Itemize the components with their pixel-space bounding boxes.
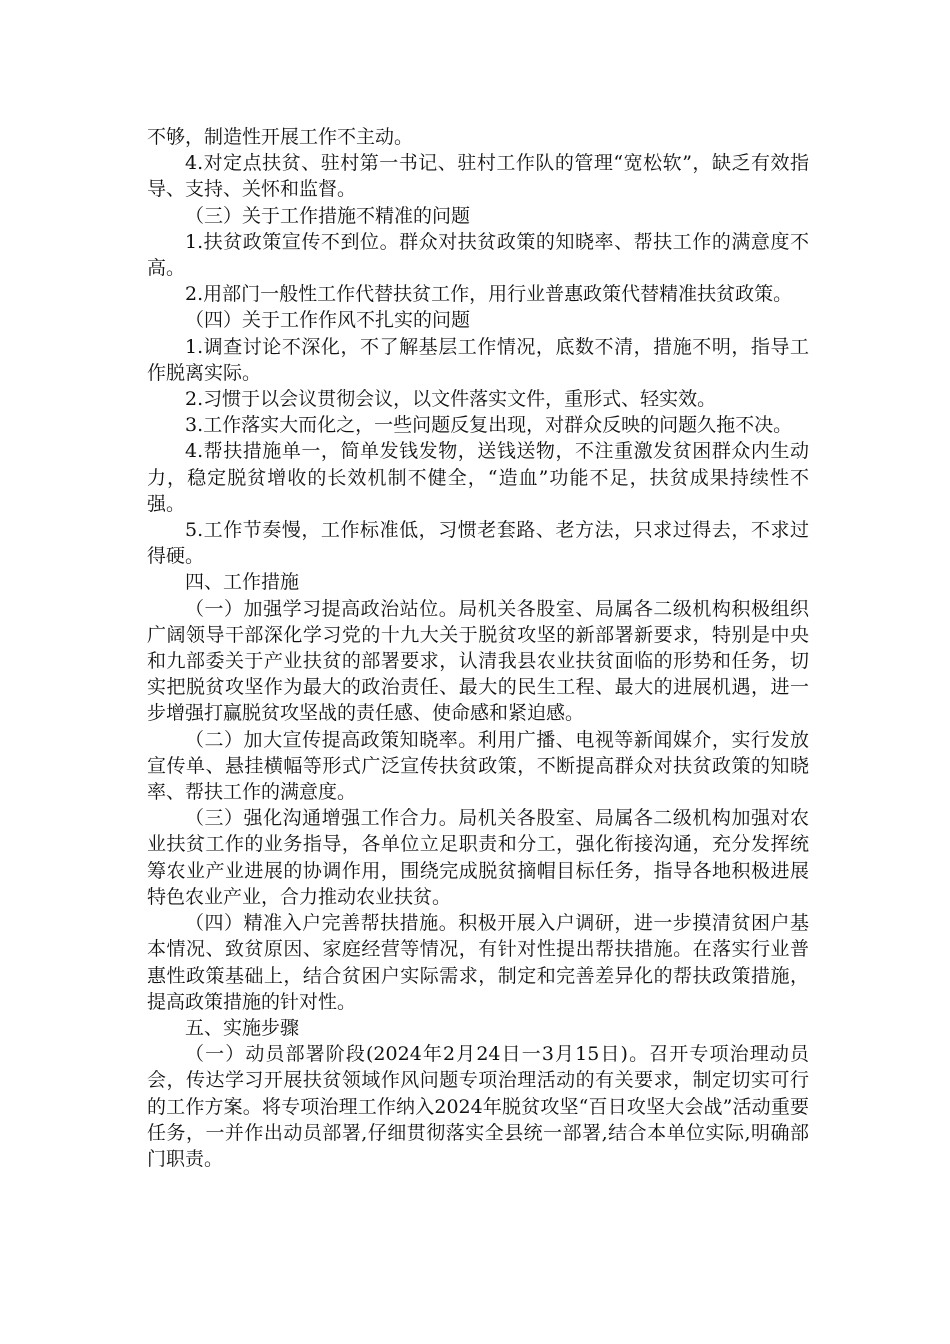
paragraph: 3.工作落实大而化之，一些问题反复出现，对群众反映的问题久拖不决。 — [185, 414, 793, 437]
paragraph: 1.调查讨论不深化，不了解基层工作情况，底数不清，措施不明，指导工作脱离实际。 — [147, 335, 809, 384]
paragraph: 4.对定点扶贫、驻村第一书记、驻村工作队的管理“宽松软”，缺乏有效指导、支持、关怀和监督。 — [147, 152, 809, 201]
paragraph: 1.扶贫政策宣传不到位。群众对扶贫政策的知晓率、帮扶工作的满意度不高。 — [147, 230, 809, 280]
section-heading: 五、实施步骤 — [185, 1016, 300, 1039]
paragraph: （一）动员部署阶段(2024年2月24日一3月15日)。召开专项治理动员会，传达学习开展扶贫领域作风问题专项治理活动的有关要求，制定切实可行的工作方案。将专项治理工作纳入2024年脱贫攻坚“百日攻坚大会战”活动重要任务，一并作出动员部署,仔细贯彻落实全县统一部署,结合本单位实际,明确部门职责。 — [147, 1043, 809, 1170]
section-heading: （四）关于工作作风不扎实的问题 — [185, 309, 471, 332]
paragraph: （四）精准入户完善帮扶措施。积极开展入户调研，进一步摸清贫困户基本情况、致贫原因、家庭经营等情况，有针对性提出帮扶措施。在落实行业普惠性政策基础上，结合贫困户实际需求，制定和完善差异化的帮扶政策措施，提高政策措施的针对性。 — [147, 912, 809, 1013]
paragraph: （二）加大宣传提高政策知晓率。利用广播、电视等新闻媒介，实行发放宣传单、悬挂横幅等形式广泛宣传扶贫政策，不断提高群众对扶贫政策的知晓率、帮扶工作的满意度。 — [147, 728, 809, 804]
section-heading: 四、工作措施 — [185, 571, 300, 594]
section-heading: （三）关于工作措施不精准的问题 — [185, 204, 471, 227]
paragraph: （三）强化沟通增强工作合力。局机关各股室、局属各二级机构加强对农业扶贫工作的业务指导，各单位立足职责和分工，强化衔接沟通，充分发挥统筹农业产业进展的协调作用，围绕完成脱贫摘帽目标任务，指导各地积极进展特色农业产业，合力推动农业扶贫。 — [147, 807, 809, 908]
paragraph: 2.用部门一般性工作代替扶贫工作，用行业普惠政策代替精准扶贫政策。 — [185, 283, 793, 306]
paragraph: （一）加强学习提高政治站位。局机关各股室、局属各二级机构积极组织广阔领导干部深化学习党的十九大关于脱贫攻坚的新部署新要求，特别是中央和九部委关于产业扶贫的部署要求，认清我县农业扶贫面临的形势和任务，切实把脱贫攻坚作为最大的政治责任、最大的民生工程、最大的进展机遇，进一步增强打赢脱贫攻坚战的责任感、使命感和紧迫感。 — [147, 597, 809, 725]
document-body — [147, 124, 809, 1172]
paragraph: 5.工作节奏慢，工作标准低，习惯老套路、老方法，只求过得去，不求过得硬。 — [147, 519, 809, 568]
paragraph: 4.帮扶措施单一，简单发钱发物，送钱送物，不注重激发贫困群众内生动力，稳定脱贫增收的长效机制不健全，“造血”功能不足，扶贫成果持续性不强。 — [147, 440, 809, 515]
paragraph: 不够，制造性开展工作不主动。 — [147, 126, 414, 148]
paragraph: 2.习惯于以会议贯彻会议，以文件落实文件，重形式、轻实效。 — [185, 388, 717, 411]
